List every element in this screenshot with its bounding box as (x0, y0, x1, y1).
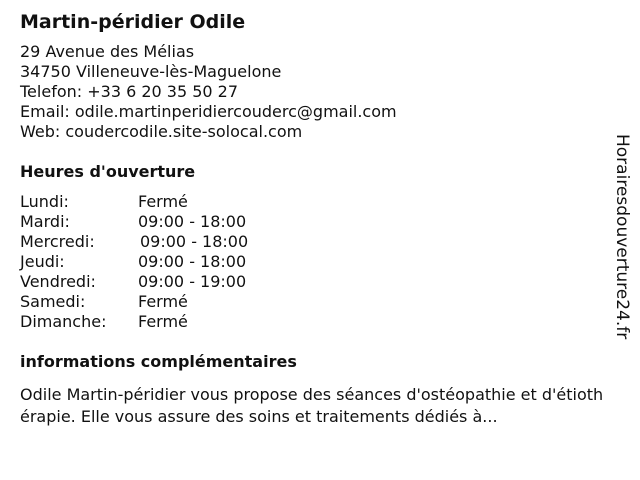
hours-day: Dimanche: (20, 312, 107, 331)
hours-day: Mercredi: (20, 232, 95, 251)
opening-hours-table (20, 192, 605, 332)
hours-day: Mardi: (20, 212, 70, 231)
email-text: Email: odile.martinperidiercouderc@gmail.com (20, 102, 397, 121)
hours-time: Fermé (138, 312, 188, 331)
hours-time: 09:00 - 18:00 (138, 212, 247, 231)
opening-hours-heading: Heures d'ouverture (20, 162, 196, 181)
hours-row-tuesday (20, 212, 605, 232)
hours-row-saturday (20, 292, 605, 312)
hours-time: 09:00 - 18:00 (138, 252, 247, 271)
address-line-2: 34750 Villeneuve-lès-Maguelone (20, 62, 282, 81)
hours-day: Jeudi: (20, 252, 65, 271)
hours-row-sunday (20, 312, 605, 332)
additional-info-heading: informations complémentaires (20, 352, 297, 371)
hours-day: Samedi: (20, 292, 86, 311)
address-line-1: 29 Avenue des Mélias (20, 42, 195, 61)
hours-row-wednesday (20, 232, 605, 252)
hours-day: Vendredi: (20, 272, 96, 291)
business-name: Martin-péridier Odile (20, 11, 246, 33)
hours-time: Fermé (138, 292, 188, 311)
hours-row-monday (20, 192, 605, 212)
website-text: Web: coudercodile.site-solocal.com (20, 122, 303, 141)
business-description: Odile Martin-péridier vous propose des séances d'ostéopathie et d'étiothérapie. Elle vous assure des soins et traitements dédiés à... (20, 385, 604, 426)
hours-row-friday (20, 272, 605, 292)
hours-day: Lundi: (20, 192, 69, 211)
business-card (20, 10, 605, 428)
phone-text: Telefon: +33 6 20 35 50 27 (20, 82, 239, 101)
site-watermark: Horairesdouverture24.fr (612, 134, 632, 340)
hours-time: 09:00 - 18:00 (140, 232, 249, 251)
hours-time: 09:00 - 19:00 (138, 272, 247, 291)
hours-row-thursday (20, 252, 605, 272)
hours-time: Fermé (138, 192, 188, 211)
